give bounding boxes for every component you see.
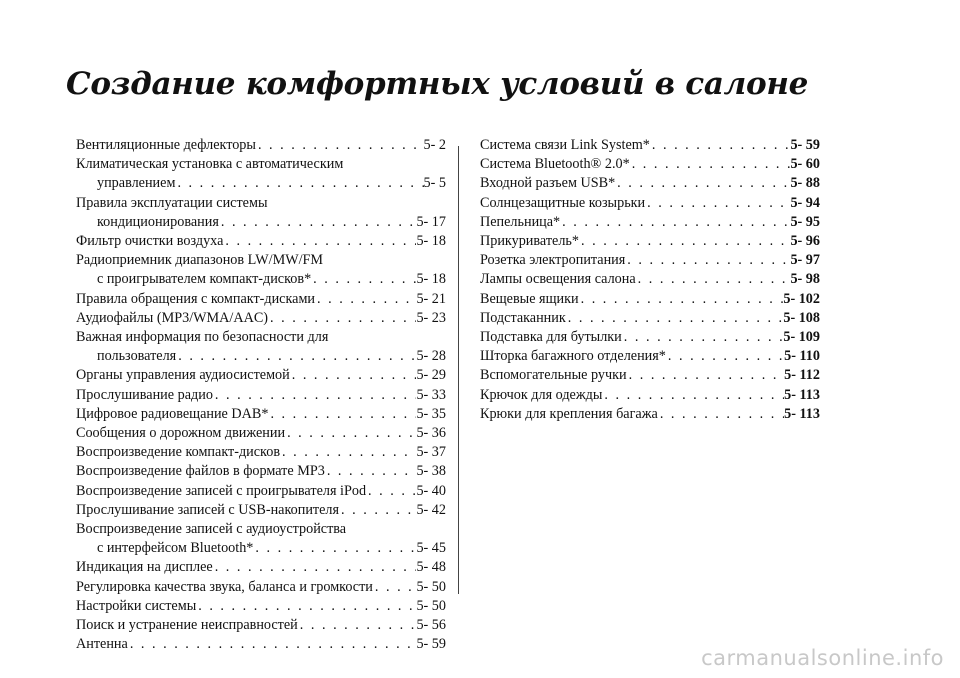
- toc-page-ref: 5- 59: [416, 636, 446, 653]
- toc-entry[interactable]: [76, 424, 446, 443]
- toc-dot-leader: [650, 136, 791, 155]
- toc-page-ref: 5- 18: [416, 271, 446, 288]
- toc-entry-text: Вспомогательные ручки: [480, 367, 627, 384]
- toc-dot-leader: [602, 386, 784, 405]
- toc-entry[interactable]: [480, 194, 820, 213]
- toc-page-ref: 5- 108: [783, 309, 820, 326]
- toc-entry[interactable]: [480, 347, 820, 366]
- toc-dot-leader: [566, 309, 784, 328]
- toc-entry[interactable]: [480, 328, 820, 347]
- toc-entry-text: Регулировка качества звука, баланса и громкости: [76, 578, 373, 595]
- toc-page-ref: 5- 113: [784, 386, 820, 403]
- toc-entry[interactable]: [480, 174, 820, 193]
- toc-entry[interactable]: [76, 194, 446, 232]
- toc-entry-text: Цифровое радиовещание DAB*: [76, 405, 269, 422]
- toc-entry[interactable]: [76, 405, 446, 424]
- toc-dot-leader: [223, 232, 416, 251]
- toc-dot-leader: [298, 616, 417, 635]
- toc-dot-leader: [627, 366, 784, 385]
- toc-entry[interactable]: [480, 309, 820, 328]
- toc-dot-leader: [560, 213, 790, 232]
- toc-entry[interactable]: [76, 232, 446, 251]
- toc-entry[interactable]: [76, 290, 446, 309]
- toc-entry-text: Система Bluetooth® 2.0*: [480, 156, 630, 173]
- watermark: carmanualsonline.info: [701, 646, 944, 670]
- toc-entry-text: Вещевые ящики: [480, 290, 579, 307]
- toc-entry[interactable]: [480, 232, 820, 251]
- toc-entry[interactable]: [76, 597, 446, 616]
- toc-dot-leader: [256, 136, 424, 155]
- toc-dot-leader: [615, 174, 790, 193]
- toc-page-ref: 5- 102: [783, 290, 820, 307]
- toc-entry-text: Поиск и устранение неисправностей: [76, 617, 298, 634]
- toc-dot-leader: [315, 290, 416, 309]
- toc-entry-text: Прослушивание записей с USB-накопителя: [76, 501, 340, 518]
- toc-entry-text: Воспроизведение компакт-дисков: [76, 444, 281, 461]
- toc-entry[interactable]: [480, 213, 820, 232]
- toc-page-ref: 5- 36: [416, 425, 446, 442]
- toc-dot-leader: [636, 270, 791, 289]
- toc-entry[interactable]: [76, 155, 446, 193]
- toc-dot-leader: [285, 424, 416, 443]
- toc-entry-text: Настройки системы: [76, 597, 197, 614]
- toc-entry-text: Правила эксплуатации системы: [76, 194, 268, 211]
- toc-page-ref: 5- 21: [416, 290, 446, 307]
- toc-entry[interactable]: [76, 386, 446, 405]
- toc-entry[interactable]: [76, 328, 446, 366]
- toc-entry-text: Система связи Link System*: [480, 137, 650, 153]
- toc-dot-leader: [366, 482, 416, 501]
- toc-entry[interactable]: [76, 501, 446, 520]
- toc-entry-text: Подставка для бутылки: [480, 329, 622, 346]
- toc-page-ref: 5- 98: [790, 271, 820, 288]
- toc-dot-leader: [253, 539, 416, 558]
- toc-entry-text: Крючок для одежды: [480, 386, 603, 403]
- toc-entry[interactable]: [76, 558, 446, 577]
- toc-dot-leader: [339, 501, 416, 520]
- toc-entry-text: Солнцезащитные козырьки: [480, 194, 646, 211]
- toc-page-ref: 5- 28: [416, 348, 446, 365]
- toc-entry-text: Прослушивание радио: [76, 386, 213, 403]
- toc-page-ref: 5- 35: [416, 405, 446, 422]
- toc-entry-text: Лампы освещения салона: [480, 271, 636, 288]
- toc-dot-leader: [128, 635, 417, 654]
- toc-page-ref: 5- 50: [416, 578, 446, 595]
- toc-page-ref: 5- 38: [416, 463, 446, 480]
- toc-dot-leader: [666, 347, 784, 366]
- toc-entry-text: Воспроизведение файлов в формате MP3: [76, 463, 325, 480]
- toc-entry-text: Важная информация по безопасности для: [76, 329, 329, 346]
- toc-page-ref: 5- 95: [790, 213, 820, 230]
- toc-entry[interactable]: [480, 136, 820, 155]
- toc-entry-text: Сообщения о дорожном движении: [76, 425, 286, 442]
- toc-page-ref: 5- 112: [784, 367, 820, 384]
- toc-entry-text: Воспроизведение записей с проигрывателя iPod: [76, 482, 367, 499]
- toc-entry-text: Воспроизведение записей с аудиоустройства: [76, 521, 347, 538]
- toc-page-ref: 5- 109: [783, 329, 820, 346]
- toc-entry[interactable]: [76, 482, 446, 501]
- toc-entry-text: пользователя: [97, 348, 177, 365]
- toc-entry-text: Антенна: [76, 636, 128, 653]
- toc-dot-leader: [175, 174, 423, 193]
- toc-left-column: [76, 136, 446, 654]
- toc-entry[interactable]: [76, 251, 446, 289]
- toc-page-ref: 5- 59: [790, 137, 820, 153]
- toc-entry-text: Подстаканник: [480, 309, 566, 326]
- toc-entry[interactable]: [480, 386, 820, 405]
- toc-entry-text: с интерфейсом Bluetooth*: [97, 540, 254, 557]
- toc-entry-text: Радиоприемник диапазонов LW/MW/FM: [76, 252, 324, 269]
- toc-entry[interactable]: [76, 136, 446, 155]
- toc-entry-text: Индикация на дисплее: [76, 559, 213, 576]
- toc-page-ref: 5- 110: [784, 348, 820, 365]
- toc-dot-leader: [622, 328, 784, 347]
- toc-page-ref: 5- 5: [423, 175, 446, 192]
- toc-entry-text: Фильтр очистки воздуха: [76, 233, 224, 250]
- toc-page-ref: 5- 88: [790, 175, 820, 192]
- toc-dot-leader: [658, 405, 784, 424]
- toc-entry[interactable]: [76, 366, 446, 385]
- toc-page-ref: 5- 37: [416, 444, 446, 461]
- toc-entry-text: Входной разъем USB*: [480, 175, 616, 192]
- toc-entry[interactable]: [480, 251, 820, 270]
- toc-dot-leader: [268, 309, 416, 328]
- toc-entry[interactable]: [480, 270, 820, 289]
- toc-dot-leader: [176, 347, 416, 366]
- toc-page-ref: 5- 94: [790, 194, 820, 211]
- toc-dot-leader: [579, 290, 784, 309]
- toc-entry[interactable]: [76, 616, 446, 635]
- toc-page-ref: 5- 56: [416, 617, 446, 634]
- toc-page-ref: 5- 42: [416, 501, 446, 518]
- toc-page-ref: 5- 23: [416, 309, 446, 326]
- toc-dot-leader: [290, 366, 417, 385]
- toc-page-ref: 5- 17: [416, 213, 446, 230]
- toc-page-ref: 5- 97: [790, 252, 820, 269]
- toc-entry-text: Прикуриватель*: [480, 233, 579, 250]
- toc-dot-leader: [645, 194, 790, 213]
- toc-entry[interactable]: [76, 635, 446, 654]
- toc-dot-leader: [373, 578, 417, 597]
- toc-entry-text: Крюки для крепления багажа: [480, 405, 658, 422]
- toc-entry-text: Климатическая установка с автоматическим: [76, 156, 344, 173]
- toc-entry-text: Органы управления аудиосистемой: [76, 367, 290, 384]
- toc-entry[interactable]: [480, 290, 820, 309]
- toc-entry-text: кондиционирования: [97, 213, 219, 230]
- column-divider: [458, 146, 459, 594]
- toc-entry-text: Пепельница*: [480, 213, 561, 230]
- toc-page-ref: 5- 29: [416, 367, 446, 384]
- toc-entry-text: Шторка багажного отделения*: [480, 348, 666, 365]
- toc-entry-text: Правила обращения с компакт-дисками: [76, 290, 316, 307]
- toc-dot-leader: [325, 462, 417, 481]
- toc-page-ref: 5- 60: [790, 156, 820, 173]
- toc-entry-text: Вентиляционные дефлекторы: [76, 137, 256, 153]
- toc-dot-leader: [213, 558, 417, 577]
- toc-entry[interactable]: [76, 520, 446, 558]
- toc-entry[interactable]: [76, 443, 446, 462]
- toc-right-column: [480, 136, 820, 424]
- toc-entry[interactable]: [76, 309, 446, 328]
- toc-page-ref: 5- 18: [416, 233, 446, 250]
- toc-dot-leader: [625, 251, 790, 270]
- toc-page-ref: 5- 40: [416, 482, 446, 499]
- toc-page-ref: 5- 96: [790, 233, 820, 250]
- toc-entry[interactable]: [480, 405, 820, 424]
- toc-page-ref: 5- 48: [416, 559, 446, 576]
- toc-entry[interactable]: [480, 155, 820, 174]
- toc-entry[interactable]: [76, 578, 446, 597]
- toc-dot-leader: [196, 597, 416, 616]
- toc-page-ref: 5- 33: [416, 386, 446, 403]
- toc-dot-leader: [630, 155, 791, 174]
- toc-page-ref: 5- 113: [784, 405, 820, 422]
- toc-dot-leader: [219, 213, 417, 232]
- page-title: Создание комфортных условий в салоне: [66, 66, 809, 102]
- toc-entry[interactable]: [480, 366, 820, 385]
- toc-dot-leader: [280, 443, 416, 462]
- toc-dot-leader: [579, 232, 790, 251]
- toc-page-ref: 5- 45: [416, 540, 446, 557]
- toc-page-ref: 5- 2: [423, 137, 446, 153]
- toc-entry-text: с проигрывателем компакт-дисков*: [97, 271, 312, 288]
- toc-dot-leader: [268, 405, 416, 424]
- toc-dot-leader: [213, 386, 417, 405]
- toc-dot-leader: [311, 270, 416, 289]
- toc-entry[interactable]: [76, 462, 446, 481]
- toc-page-ref: 5- 50: [416, 597, 446, 614]
- toc-entry-text: Аудиофайлы (MP3/WMA/AAC): [76, 309, 269, 326]
- toc-entry-text: управлением: [97, 175, 176, 192]
- toc-entry-text: Розетка электропитания: [480, 252, 626, 269]
